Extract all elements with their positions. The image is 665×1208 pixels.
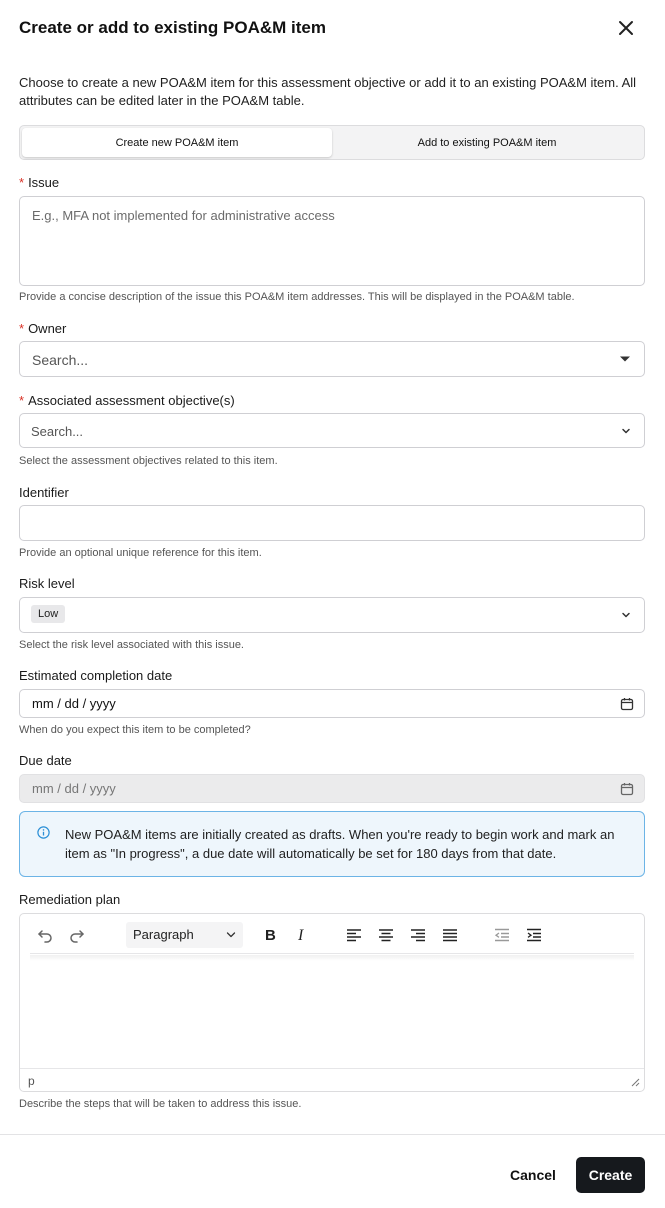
identifier-label: Identifier xyxy=(19,485,69,500)
remediation-help: Describe the steps that will be taken to address this issue. xyxy=(19,1098,302,1110)
remediation-label: Remediation plan xyxy=(19,892,121,907)
block-format-value: Paragraph xyxy=(133,927,194,942)
calendar-icon xyxy=(620,782,634,796)
risk-help: Select the risk level associated with this issue. xyxy=(19,639,244,651)
owner-label xyxy=(19,321,66,337)
required-mark: * xyxy=(19,175,25,190)
due-date-label: Due date xyxy=(19,753,72,768)
element-path[interactable]: p xyxy=(28,1074,35,1088)
issue-label-text: Issue xyxy=(28,175,60,190)
align-justify-icon[interactable] xyxy=(441,926,459,944)
info-alert xyxy=(19,811,645,877)
estimated-date-input[interactable] xyxy=(19,689,645,718)
chevron-down-icon xyxy=(620,609,632,621)
editor-statusbar xyxy=(20,1068,644,1091)
dialog-intro: Choose to create a new POA&M item for this assessment objective or add it to an existing POA&M item. All attributes can be edited later in the POA&M table. xyxy=(19,75,637,108)
resize-grip-icon[interactable] xyxy=(631,1078,640,1087)
info-icon xyxy=(37,826,50,839)
cancel-button[interactable]: Cancel xyxy=(510,1167,556,1183)
objectives-label xyxy=(19,393,235,409)
owner-select[interactable] xyxy=(19,341,645,377)
estimated-date-help: When do you expect this item to be completed? xyxy=(19,724,251,736)
identifier-input[interactable] xyxy=(19,505,645,541)
footer-divider xyxy=(0,1134,665,1135)
svg-text:B: B xyxy=(265,927,276,944)
svg-text:I: I xyxy=(298,927,304,944)
issue-label xyxy=(19,175,59,191)
due-date-input xyxy=(19,774,645,803)
risk-label: Risk level xyxy=(19,576,75,591)
close-icon xyxy=(617,19,635,37)
issue-help: Provide a concise description of the issue this POA&M item addresses. This will be displayed in the POA&M table. xyxy=(19,291,575,303)
bold-icon[interactable] xyxy=(261,926,279,944)
dialog-title: Create or add to existing POA&M item xyxy=(19,18,326,37)
close-button[interactable] xyxy=(617,19,635,37)
mode-tabs xyxy=(19,125,645,160)
identifier-help: Provide an optional unique reference for this item. xyxy=(19,547,262,559)
due-date-placeholder: mm / dd / yyyy xyxy=(32,781,116,796)
editor-toolbar xyxy=(30,914,634,954)
outdent-icon[interactable] xyxy=(493,926,511,944)
objectives-label-text: Associated assessment objective(s) xyxy=(28,393,235,408)
caret-down-icon xyxy=(620,357,630,362)
indent-icon[interactable] xyxy=(525,926,543,944)
info-alert-text: New POA&M items are initially created as drafts. When you're ready to begin work and mark an item as "In progress", a due date will automatically be set for 180 days from that date. xyxy=(65,827,615,861)
dialog-header xyxy=(19,17,645,39)
italic-icon[interactable] xyxy=(293,926,311,944)
owner-label-text: Owner xyxy=(28,321,67,336)
estimated-date-placeholder: mm / dd / yyyy xyxy=(32,696,116,711)
editor-content-area[interactable] xyxy=(20,956,644,1067)
required-mark: * xyxy=(19,321,25,336)
undo-icon[interactable] xyxy=(36,926,54,944)
objectives-help: Select the assessment objectives related to this item. xyxy=(19,455,278,467)
owner-placeholder: Search... xyxy=(32,352,89,368)
chevron-down-icon xyxy=(620,425,632,437)
estimated-date-label: Estimated completion date xyxy=(19,668,173,683)
issue-placeholder: E.g., MFA not implemented for administrative access xyxy=(32,208,335,223)
redo-icon[interactable] xyxy=(68,926,86,944)
align-center-icon[interactable] xyxy=(377,926,395,944)
objectives-select[interactable] xyxy=(19,413,645,448)
align-right-icon[interactable] xyxy=(409,926,427,944)
risk-badge: Low xyxy=(31,605,65,623)
create-button[interactable]: Create xyxy=(576,1157,645,1193)
chevron-down-icon xyxy=(226,930,236,940)
tab-create-new[interactable]: Create new POA&M item xyxy=(22,128,332,157)
align-left-icon[interactable] xyxy=(345,926,363,944)
risk-select[interactable] xyxy=(19,597,645,633)
objectives-placeholder: Search... xyxy=(31,424,84,439)
required-mark: * xyxy=(19,393,25,408)
issue-textarea[interactable] xyxy=(19,196,645,286)
block-format-select[interactable] xyxy=(126,922,243,948)
tab-add-existing[interactable]: Add to existing POA&M item xyxy=(417,136,557,149)
remediation-editor xyxy=(19,913,645,1092)
calendar-icon[interactable] xyxy=(620,697,634,711)
